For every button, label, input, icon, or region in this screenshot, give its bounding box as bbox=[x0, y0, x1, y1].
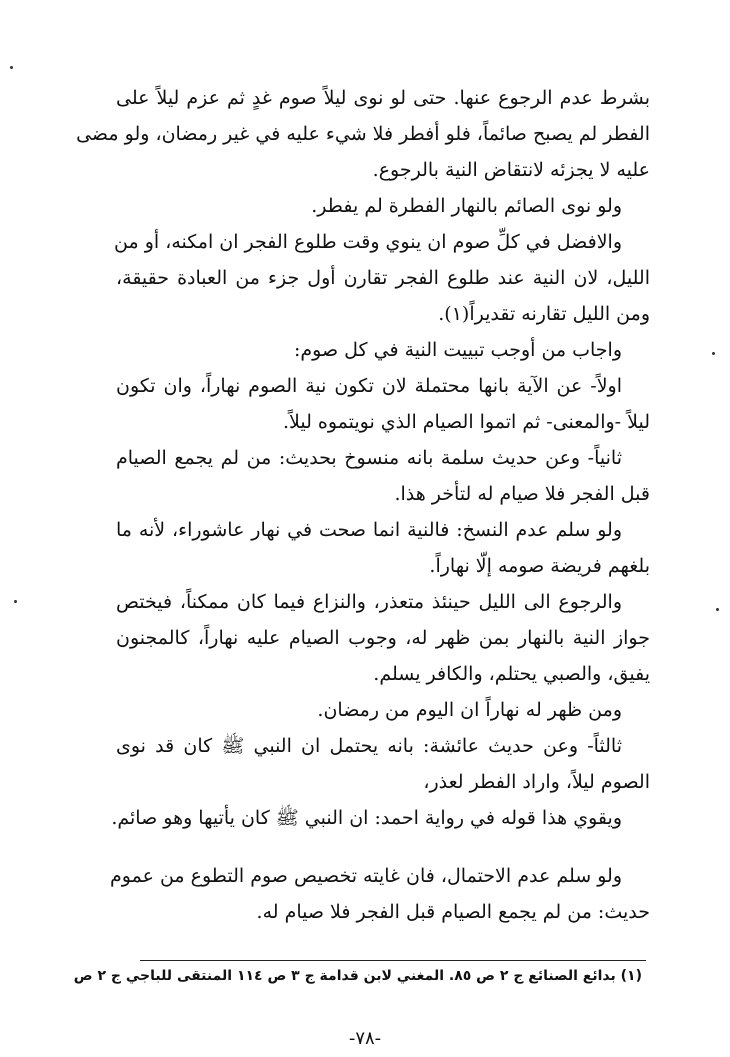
footnote: (١) بدائع الصنائع ج ٢ ص ٨٥. المغني لابن قدامة ج ٣ ص ١١٤ المنتقى للباجي ج ٢ ص bbox=[73, 968, 642, 984]
text-line: عليه لا يجزئه لانتقاض النية بالرجوع. bbox=[372, 159, 650, 181]
text-line: الصوم ليلاً، واراد الفطر لعذر، bbox=[423, 771, 650, 793]
page-number: -٧٨- bbox=[348, 1028, 382, 1049]
text-line: ثالثاً- وعن حديث عائشة: بانه يحتمل ان النبي ﷺ كان قد نوى bbox=[116, 735, 622, 757]
body-text bbox=[76, 80, 650, 930]
scan-speck bbox=[10, 66, 13, 69]
text-line: جواز النية بالنهار بمن ظهر له، وجوب الصيام عليه نهاراً، كالمجنون bbox=[116, 627, 650, 649]
text-line: الفطر لم يصبح صائماً، فلو أفطر فلا شيء عليه في غير رمضان، ولو مضى bbox=[76, 123, 650, 145]
text-line: يفيق، والصبي يحتلم، والكافر يسلم. bbox=[373, 663, 650, 685]
scan-speck bbox=[712, 352, 715, 355]
text-line: اولاً- عن الآية بانها محتملة لان تكون نية الصوم نهاراً، وان تكون bbox=[116, 375, 622, 397]
text-line: ثانياً- وعن حديث سلمة بانه منسوخ بحديث: من لم يجمع الصيام bbox=[116, 447, 622, 469]
text-line: الليل، لان النية عند طلوع الفجر تقارن أول جزء من العبادة حقيقة، bbox=[116, 267, 650, 289]
text-line: ومن ظهر له نهاراً ان اليوم من رمضان. bbox=[317, 699, 622, 721]
text-line: ومن الليل تقارنه تقديراً(١). bbox=[438, 303, 650, 325]
footnote-divider bbox=[140, 960, 646, 961]
text-line: ولو سلم عدم النسخ: فالنية انما صحت في نهار عاشوراء، لأنه ما bbox=[116, 519, 622, 541]
text-line: ويقوي هذا قوله في رواية احمد: ان النبي ﷺ كان يأتيها وهو صائم. bbox=[111, 807, 622, 829]
text-line: ليلاً -والمعنى- ثم اتموا الصيام الذي نويتموه ليلاً. bbox=[282, 411, 650, 433]
text-line: واجاب من أوجب تبييت النية في كل صوم: bbox=[294, 339, 622, 361]
scan-speck bbox=[716, 608, 719, 611]
text-line: بلغهم فريضة صومه إلّا نهاراً. bbox=[429, 555, 650, 577]
text-line: قبل الفجر فلا صيام له لتأخر هذا. bbox=[394, 483, 650, 505]
text-line: بشرط عدم الرجوع عنها. حتى لو نوى ليلاً صوم غدٍ ثم عزم ليلاً على bbox=[116, 87, 650, 109]
text-line: ولو سلم عدم الاحتمال، فان غايته تخصيص صوم التطوع من عموم bbox=[110, 865, 622, 887]
text-line: والرجوع الى الليل حينئذ متعذر، والنزاع فيما كان ممكناً، فيختص bbox=[116, 591, 622, 613]
text-line: والافضل في كلِّ صوم ان ينوي وقت طلوع الفجر ان امكنه، أو من bbox=[114, 231, 622, 253]
text-line: ولو نوى الصائم بالنهار الفطرة لم يفطر. bbox=[311, 195, 622, 217]
scan-speck bbox=[14, 600, 17, 603]
text-line: حديث: من لم يجمع الصيام قبل الفجر فلا صيام له. bbox=[256, 901, 650, 923]
